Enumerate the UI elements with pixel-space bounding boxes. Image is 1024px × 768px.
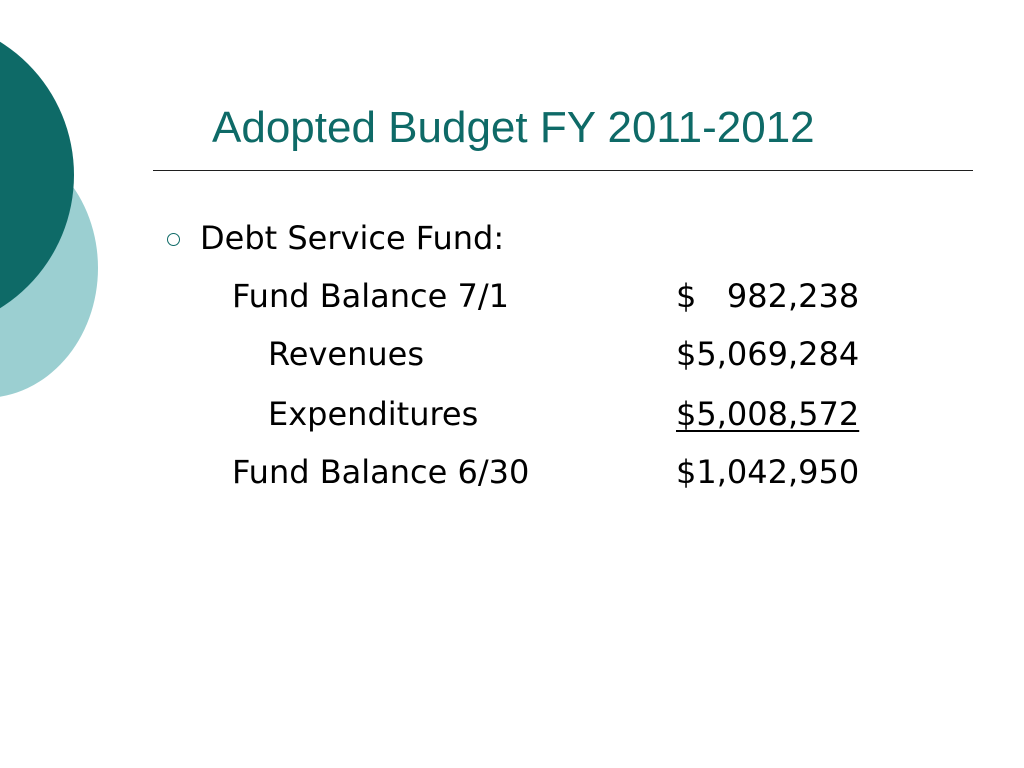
row-label-expenditures: Expenditures <box>268 395 479 433</box>
hollow-circle-bullet-icon <box>167 233 180 246</box>
row-amount-revenues: $5,069,284 <box>676 335 860 373</box>
slide-title: Adopted Budget FY 2011-2012 <box>212 103 815 152</box>
title-divider <box>153 170 973 171</box>
row-amount-fund-balance-start: $ 982,238 <box>676 277 860 315</box>
row-amount-expenditures: $5,008,572 <box>676 395 860 433</box>
row-amount-fund-balance-end: $1,042,950 <box>676 453 860 491</box>
row-label-fund-balance-start: Fund Balance 7/1 <box>232 277 509 315</box>
row-label-revenues: Revenues <box>268 335 425 373</box>
row-label-fund-balance-end: Fund Balance 6/30 <box>232 453 530 491</box>
bullet-item <box>167 212 504 264</box>
bullet-text: Debt Service Fund: <box>200 219 505 257</box>
